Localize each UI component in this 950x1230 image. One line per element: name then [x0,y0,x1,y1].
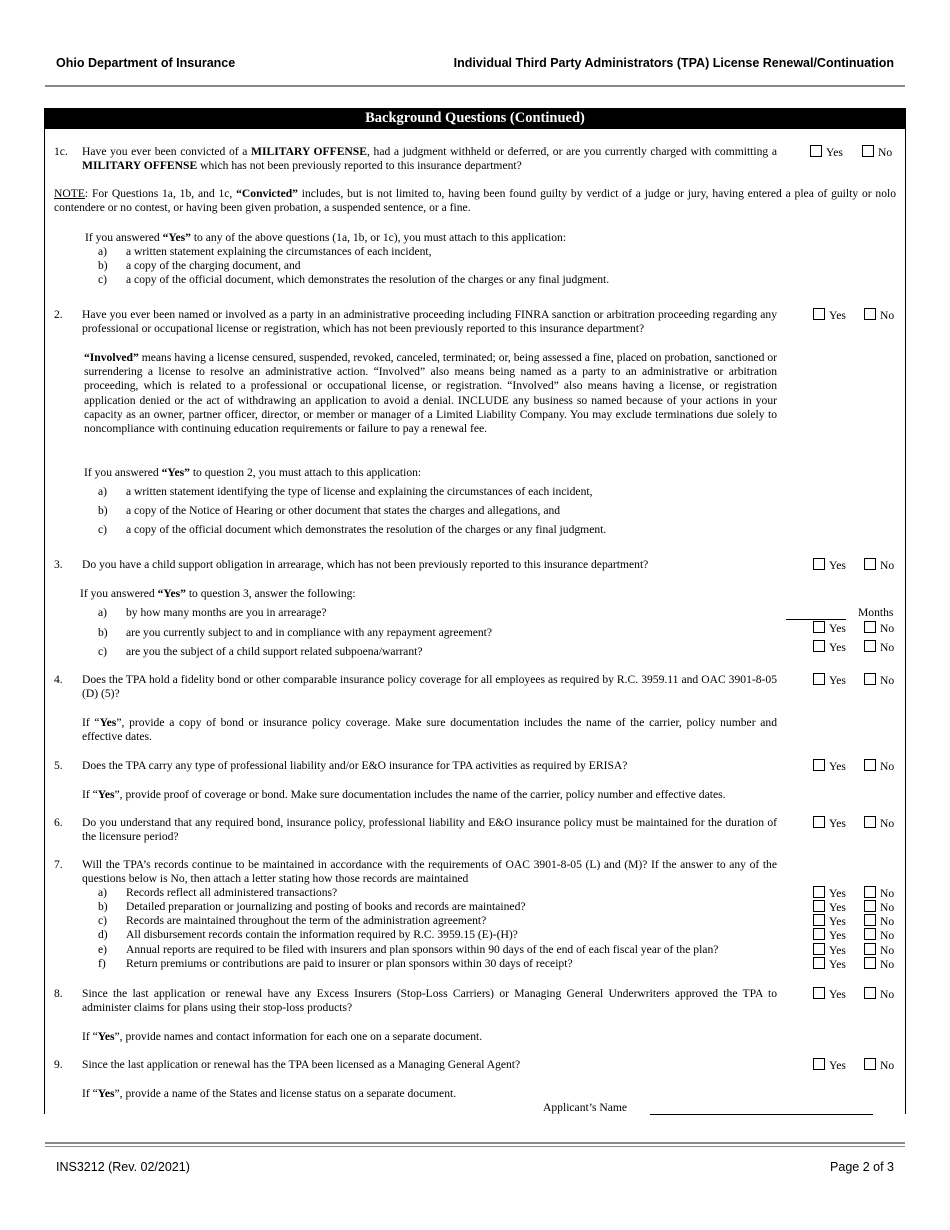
checkbox-icon [864,308,876,320]
checkbox-icon [813,759,825,771]
q3-number: 3. [54,558,63,571]
footer-divider [45,1142,905,1144]
list-letter: f) [98,957,106,970]
q3-no-checkbox[interactable]: No [864,558,894,573]
q3b-no-checkbox[interactable]: No [864,621,894,636]
q7e-yes-checkbox[interactable]: Yes [813,943,846,958]
note-paragraph: NOTE: For Questions 1a, 1b, and 1c, “Convicted” includes, but is not limited to, having been found guilty by verdict of a judge or jury, having entered a plea of guilty or nolo contendere or no contest, or having been given probation, a suspended sentence, or a fine. [54,187,897,215]
list-letter: b) [98,626,108,639]
q5-yes-checkbox[interactable]: Yes [813,759,846,774]
q4-no-checkbox[interactable]: No [864,673,894,688]
applicant-name-label: Applicant’s Name [543,1101,628,1114]
list-item: a copy of the charging document, and [126,259,301,272]
involved-definition: “Involved” means having a license censured, suspended, revoked, canceled, terminated; or, being assessed a fine, placed on probation, sanctioned or surrendering a license to resolve an administrative action. “Involved” also means being named as a party to an administrative or arbitration proceeding, which is related to a professional or occupational license, or registration. “Involved” also means having a license, or registration application denied or the act of withdrawing an application to avoid a denial. INCLUDE any business so named because of your actions in your capacity as an owner, partner officer, director, or member or manager of a Limited Liability Company. You may exclude terminations due solely to noncompliance with continuing education requirements or failure to pay a renewal fee. [84,351,777,436]
q5-number: 5. [54,759,63,772]
list-item: are you the subject of a child support related subpoena/warrant? [126,645,423,658]
list-letter: c) [98,523,108,536]
checkbox-icon [813,987,825,999]
checkbox-icon [813,1058,825,1070]
checkbox-icon [813,900,825,912]
checkbox-icon [813,957,825,969]
checkbox-icon [810,145,822,157]
q3c-yes-checkbox[interactable]: Yes [813,640,846,655]
q7f-no-checkbox[interactable]: No [864,957,894,972]
section-title: Background Questions (Continued) [44,108,906,129]
list-item: All disbursement records contain the information required by R.C. 3959.15 (E)-(H)? [126,928,518,941]
checkbox-icon [864,558,876,570]
list-item: Return premiums or contributions are paid to insurer or plan sponsors within 30 days of receipt? [126,957,573,970]
list-letter: c) [98,273,108,286]
q3c-no-checkbox[interactable]: No [864,640,894,655]
q3b-yes-checkbox[interactable]: Yes [813,621,846,636]
q7-text: Will the TPA’s records continue to be maintained in accordance with the requirements of OAC 3901-8-05 (L) and (M)? If the answer to any of the questions below is No, then attach a letter stating how those records are maintained [82,858,777,886]
header-department: Ohio Department of Insurance [56,56,236,70]
list-item: Detailed preparation or journalizing and posting of books and records are maintained? [126,900,526,913]
checkbox-icon [864,987,876,999]
q9-number: 9. [54,1058,63,1071]
checkbox-icon [864,914,876,926]
list-letter: c) [98,914,108,927]
months-label: Months [858,606,894,619]
checkbox-icon [864,928,876,940]
q7e-no-checkbox[interactable]: No [864,943,894,958]
footer-divider [45,1146,905,1147]
q7c-no-checkbox[interactable]: No [864,914,894,929]
q2-number: 2. [54,308,63,321]
checkbox-icon [864,886,876,898]
q2-no-checkbox[interactable]: No [864,308,894,323]
list-letter: a) [98,485,108,498]
checkbox-icon [864,816,876,828]
q7b-yes-checkbox[interactable]: Yes [813,900,846,915]
list-letter: b) [98,259,108,272]
q1c-number: 1c. [54,145,68,158]
list-item: Records are maintained throughout the term of the administration agreement? [126,914,487,927]
list-item: Annual reports are required to be filed with insurers and plan sponsors within 90 days of the end of each fiscal year of the plan? [126,943,719,956]
q1c-yes-checkbox[interactable]: Yes [810,145,843,160]
q7a-no-checkbox[interactable]: No [864,886,894,901]
checkbox-icon [864,1058,876,1070]
q1c-text: Have you ever been convicted of a MILITARY OFFENSE, had a judgment withheld or deferred, or are you currently charged with committing a MILITARY OFFENSE which has not been previously reported to this insurance department? [82,145,777,173]
checkbox-icon [864,943,876,955]
q7d-yes-checkbox[interactable]: Yes [813,928,846,943]
checkbox-icon [813,558,825,570]
q7b-no-checkbox[interactable]: No [864,900,894,915]
list-item: a copy of the official document, which demonstrates the resolution of the charges or any final judgment. [126,273,610,286]
q7f-yes-checkbox[interactable]: Yes [813,957,846,972]
checkbox-icon [864,900,876,912]
checkbox-icon [813,640,825,652]
q8-text: Since the last application or renewal have any Excess Insurers (Stop-Loss Carriers) or Managing General Underwriters approved the TPA to administer claims for plans using their stop-loss products? [82,987,777,1015]
checkbox-icon [813,914,825,926]
list-letter: c) [98,645,108,658]
q5-text: Does the TPA carry any type of professional liability and/or E&O insurance for TPA activities as required by ERISA? [82,759,628,772]
q7c-yes-checkbox[interactable]: Yes [813,914,846,929]
form-number: INS3212 (Rev. 02/2021) [56,1160,190,1174]
checkbox-icon [862,145,874,157]
checkbox-icon [813,621,825,633]
list-item: Records reflect all administered transactions? [126,886,338,899]
checkbox-icon [813,308,825,320]
list-letter: a) [98,606,108,619]
header-divider [45,85,905,87]
list-item: a copy of the Notice of Hearing or other document that states the charges and allegations, and [126,504,561,517]
list-letter: b) [98,504,108,517]
q3-text: Do you have a child support obligation in arrearage, which has not been previously reported to this insurance department? [82,558,649,571]
q9-instruction: If “Yes”, provide a name of the States and license status on a separate document. [82,1087,457,1100]
list-letter: b) [98,900,108,913]
checkbox-icon [864,621,876,633]
list-item: a written statement identifying the type of license and explaining the circumstances of each incident, [126,485,593,498]
list-letter: e) [98,943,108,956]
list-letter: a) [98,245,108,258]
q6-number: 6. [54,816,63,829]
list-item: are you currently subject to and in compliance with any repayment agreement? [126,626,493,639]
q4-yes-checkbox[interactable]: Yes [813,673,846,688]
list-item: a copy of the official document which demonstrates the resolution of the charges or any final judgment. [126,523,607,536]
q6-no-checkbox[interactable]: No [864,816,894,831]
months-input-line[interactable] [786,619,846,620]
q2-text: Have you ever been named or involved as a party in an administrative proceeding including FINRA sanction or arbitration proceeding regarding any professional or occupational license or registration, which has not been previously reported to this insurance department? [82,308,777,336]
list-letter: d) [98,928,108,941]
checkbox-icon [864,673,876,685]
list-letter: a) [98,886,108,899]
list-item: by how many months are you in arrearage? [126,606,327,619]
q6-text: Do you understand that any required bond, insurance policy, professional liability and E&O insurance policy must be maintained for the duration of the licensure period? [82,816,777,844]
q4-text: Does the TPA hold a fidelity bond or other comparable insurance policy coverage for all employees as required by R.C. 3959.11 and OAC 3901-8-05 (D) (5)? [82,673,777,701]
q3-yes-checkbox[interactable]: Yes [813,558,846,573]
header-form-title: Individual Third Party Administrators (TPA) License Renewal/Continuation [453,56,894,70]
q6-yes-checkbox[interactable]: Yes [813,816,846,831]
q4-instruction: If “Yes”, provide a copy of bond or insurance policy coverage. Make sure documentation includes the name of the carrier, policy number and effective dates. [82,716,777,744]
q5-instruction: If “Yes”, provide proof of coverage or bond. Make sure documentation includes the name of the carrier, policy number and effective dates. [82,788,726,801]
q7d-no-checkbox[interactable]: No [864,928,894,943]
checkbox-icon [864,640,876,652]
q8-yes-checkbox[interactable]: Yes [813,987,846,1002]
q8-instruction: If “Yes”, provide names and contact information for each one on a separate document. [82,1030,483,1043]
list-item: a written statement explaining the circumstances of each incident, [126,245,432,258]
q9-yes-checkbox[interactable]: Yes [813,1058,846,1073]
q9-text: Since the last application or renewal has the TPA been licensed as a Managing General Agent? [82,1058,521,1071]
q1c-no-checkbox[interactable]: No [862,145,892,160]
q4-number: 4. [54,673,63,686]
applicant-name-field[interactable] [650,1114,873,1115]
checkbox-icon [813,673,825,685]
checkbox-icon [813,943,825,955]
q7a-yes-checkbox[interactable]: Yes [813,886,846,901]
q8-no-checkbox[interactable]: No [864,987,894,1002]
q9-no-checkbox[interactable]: No [864,1058,894,1073]
checkbox-icon [813,886,825,898]
checkbox-icon [864,759,876,771]
checkbox-icon [813,816,825,828]
q2-attach-intro: If you answered “Yes” to question 2, you must attach to this application: [84,466,422,479]
checkbox-icon [813,928,825,940]
q8-number: 8. [54,987,63,1000]
checkbox-icon [864,957,876,969]
page-number: Page 2 of 3 [830,1160,894,1174]
q2-yes-checkbox[interactable]: Yes [813,308,846,323]
q5-no-checkbox[interactable]: No [864,759,894,774]
q3-follow-intro: If you answered “Yes” to question 3, answer the following: [80,587,356,600]
q7-number: 7. [54,858,63,871]
attach1-intro: If you answered “Yes” to any of the above questions (1a, 1b, or 1c), you must attach to this application: [85,231,567,244]
